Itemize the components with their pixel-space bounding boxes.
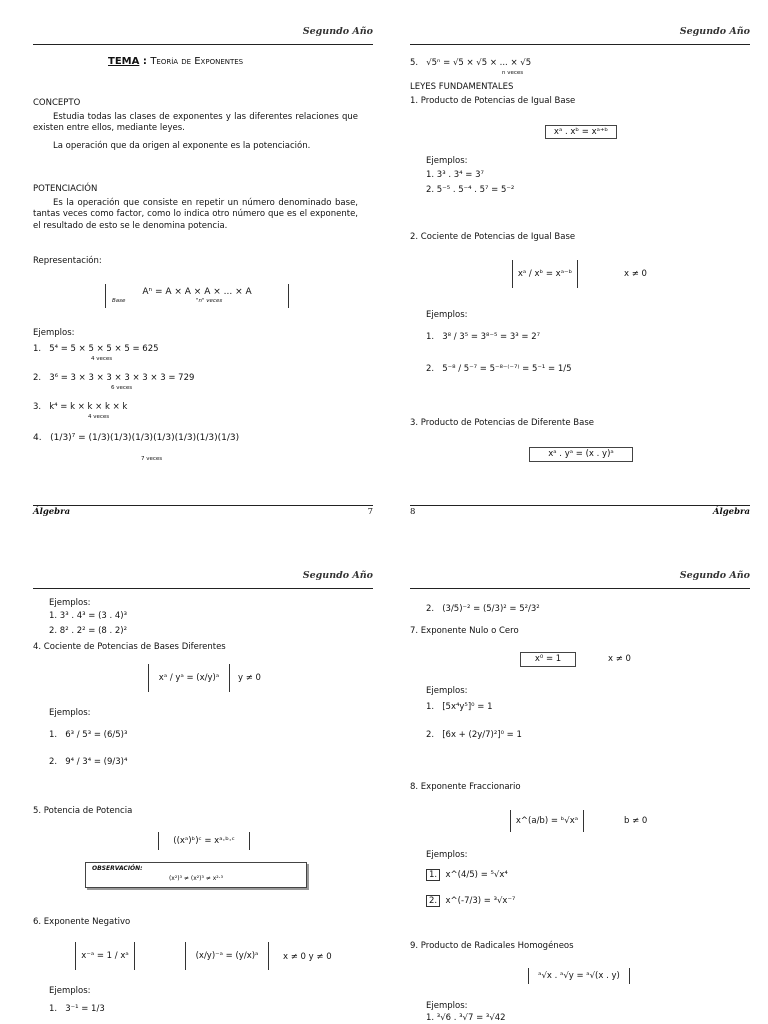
running-header: Segundo Año xyxy=(679,26,750,37)
ejemplos-heading: Ejemplos: xyxy=(426,850,468,860)
law-5-title: 5. Potencia de Potencia xyxy=(33,806,133,816)
law-7-title: 7. Exponente Nulo o Cero xyxy=(410,626,519,636)
page-9 xyxy=(33,512,373,1024)
law-6-example-2: 2. (3/5)⁻² = (5/3)² = 5²/3² xyxy=(426,604,540,614)
repr-veces-label: "n" veces xyxy=(196,298,223,305)
law-7-example-2: 2. [6x + (2y/7)²]⁰ = 1 xyxy=(426,730,522,740)
concepto-paragraph-1: Estudia todas las clases de exponentes y las diferentes relaciones que existen entre ellos, mediante leyes. xyxy=(33,112,358,134)
law-7-formula: x⁰ = 1 xyxy=(520,652,576,667)
law-4-formula: xᵃ / yᵃ = (x/y)ᵃ xyxy=(148,664,230,692)
law-4-condition: y ≠ 0 xyxy=(238,673,261,683)
law-8-formula: x^(a/b) = ᵇ√xᵃ xyxy=(510,810,584,832)
representation-formula: Aⁿ = A × A × A × ... × A xyxy=(142,287,252,297)
footer-subject: Álgebra xyxy=(712,507,750,517)
ejemplos-heading: Ejemplos: xyxy=(33,328,75,338)
header-rule xyxy=(33,44,373,45)
header-rule xyxy=(410,44,750,45)
law-6-example-1: 1. 3⁻¹ = 1/3 xyxy=(49,1004,105,1014)
law-6-title: 6. Exponente Negativo xyxy=(33,917,131,927)
example-4: 4. (1/3)⁷ = (1/3)(1/3)(1/3)(1/3)(1/3)(1/3)(1/3) xyxy=(33,433,240,443)
footer-rule xyxy=(33,505,373,506)
law-7-condition: x ≠ 0 xyxy=(608,654,631,664)
repr-base-label: Base xyxy=(112,298,126,305)
page-number: 8 xyxy=(410,507,416,517)
tema-label: TEMA xyxy=(108,56,140,67)
example-3: 3. k⁴ = k × k × k × k xyxy=(33,402,128,412)
law-3-example-2: 2. 8² . 2² = (8 . 2)² xyxy=(49,626,128,636)
law-1-example-1: 1. 3³ . 3⁴ = 3⁷ xyxy=(426,170,484,180)
potenciacion-heading: POTENCIACIÓN xyxy=(33,184,98,194)
law-9-formula: ᵃ√x . ᵃ√y = ᵃ√(x . y) xyxy=(528,968,630,984)
page-10 xyxy=(410,512,750,1024)
law-4-example-2: 2. 9⁴ / 3⁴ = (9/3)⁴ xyxy=(49,757,128,767)
ejemplos-heading: Ejemplos: xyxy=(49,708,91,718)
ejemplos-heading: Ejemplos: xyxy=(49,986,91,996)
law-5-formula: ((xᵃ)ᵇ)ᶜ = xᵃ·ᵇ·ᶜ xyxy=(158,832,250,850)
item-5-veces: n veces xyxy=(502,70,524,76)
concepto-paragraph-2: La operación que da origen al exponente es la potenciación. xyxy=(53,141,311,151)
example-2-veces: 6 veces xyxy=(111,385,133,391)
example-2: 2. 3⁶ = 3 × 3 × 3 × 3 × 3 × 3 = 729 xyxy=(33,373,195,383)
law-6-condition: x ≠ 0 y ≠ 0 xyxy=(283,952,332,962)
header-rule xyxy=(33,588,373,589)
law-1-formula: xᵃ . xᵇ = xᵃ⁺ᵇ xyxy=(545,125,617,139)
law-9-title: 9. Producto de Radicales Homogéneos xyxy=(410,941,574,951)
tema-title: Teoría de Exponentes xyxy=(150,56,244,67)
law-3-formula: xᵃ . yᵃ = (x . y)ᵃ xyxy=(529,447,633,462)
law-8-title: 8. Exponente Fraccionario xyxy=(410,782,521,792)
example-4-veces: 7 veces xyxy=(141,456,163,462)
observation-box xyxy=(85,862,307,888)
header-rule xyxy=(410,588,750,589)
page-number: 7 xyxy=(367,507,373,517)
example-1-veces: 4 veces xyxy=(91,356,113,362)
law-2-title: 2. Cociente de Potencias de Igual Base xyxy=(410,232,576,242)
law-6-formula-2: (x/y)⁻ᵃ = (y/x)ᵃ xyxy=(185,942,269,970)
leyes-heading: LEYES FUNDAMENTALES xyxy=(410,82,514,92)
ejemplos-heading: Ejemplos: xyxy=(426,156,468,166)
observation-text: (x²)³ ≠ (x²)³ ≠ x²·³ xyxy=(168,875,224,883)
law-8-example-2: 2. x^(-7/3) = ³√x⁻⁷ xyxy=(426,896,515,907)
law-4-example-1: 1. 6³ / 5³ = (6/5)³ xyxy=(49,730,128,740)
footer-rule xyxy=(410,505,750,506)
law-2-example-2: 2. 5⁻⁸ / 5⁻⁷ = 5⁻⁸⁻⁽⁻⁷⁾ = 5⁻¹ = 1/5 xyxy=(426,364,572,374)
example-1: 1. 5⁴ = 5 × 5 × 5 × 5 = 625 xyxy=(33,344,159,354)
running-header: Segundo Año xyxy=(679,570,750,581)
footer-subject: Álgebra xyxy=(33,507,71,517)
running-header: Segundo Año xyxy=(302,570,373,581)
law-3-title: 3. Producto de Potencias de Diferente Base xyxy=(410,418,595,428)
potenciacion-paragraph: Es la operación que consiste en repetir un número denominado base, tantas veces como factor, como lo indica otro número que es el exponente, el resultado de esto se le denomina potencia. xyxy=(33,198,358,231)
law-1-example-2: 2. 5⁻⁵ . 5⁻⁴ . 5⁷ = 5⁻² xyxy=(426,185,515,195)
law-6-formula-1: x⁻ᵃ = 1 / xᵃ xyxy=(75,942,135,970)
law-2-condition: x ≠ 0 xyxy=(624,269,647,279)
page-7 xyxy=(33,0,373,520)
ejemplos-heading: Ejemplos: xyxy=(426,310,468,320)
law-1-title: 1. Producto de Potencias de Igual Base xyxy=(410,96,576,106)
ejemplos-heading: Ejemplos: xyxy=(426,1001,468,1011)
item-5: 5. √5ⁿ = √5 × √5 × ... × √5 xyxy=(410,58,532,68)
example-3-veces: 4 veces xyxy=(88,414,110,420)
law-3-example-1: 1. 3³ . 4³ = (3 . 4)³ xyxy=(49,611,128,621)
observation-label: OBSERVACIÓN: xyxy=(92,865,143,872)
law-2-example-1: 1. 3⁸ / 3⁵ = 3⁸⁻⁵ = 3³ = 2⁷ xyxy=(426,332,541,342)
law-7-example-1: 1. [5x⁴y⁵]⁰ = 1 xyxy=(426,702,493,712)
law-8-condition: b ≠ 0 xyxy=(624,816,648,826)
running-header: Segundo Año xyxy=(302,26,373,37)
representacion-heading: Representación: xyxy=(33,256,102,266)
concepto-heading: CONCEPTO xyxy=(33,98,81,108)
law-9-example-1: 1. ³√6 . ³√7 = ³√42 xyxy=(426,1013,506,1023)
page-title: TEMA : Teoría de Exponentes xyxy=(108,56,244,67)
law-4-title: 4. Cociente de Potencias de Bases Diferentes xyxy=(33,642,226,652)
law-2-formula: xᵃ / xᵇ = xᵃ⁻ᵇ xyxy=(512,260,578,288)
page-8 xyxy=(410,0,750,520)
ejemplos-heading: Ejemplos: xyxy=(49,598,91,608)
law-8-example-1: 1. x^(4/5) = ⁵√x⁴ xyxy=(426,870,508,881)
representation-formula-box xyxy=(105,284,289,308)
ejemplos-heading: Ejemplos: xyxy=(426,686,468,696)
